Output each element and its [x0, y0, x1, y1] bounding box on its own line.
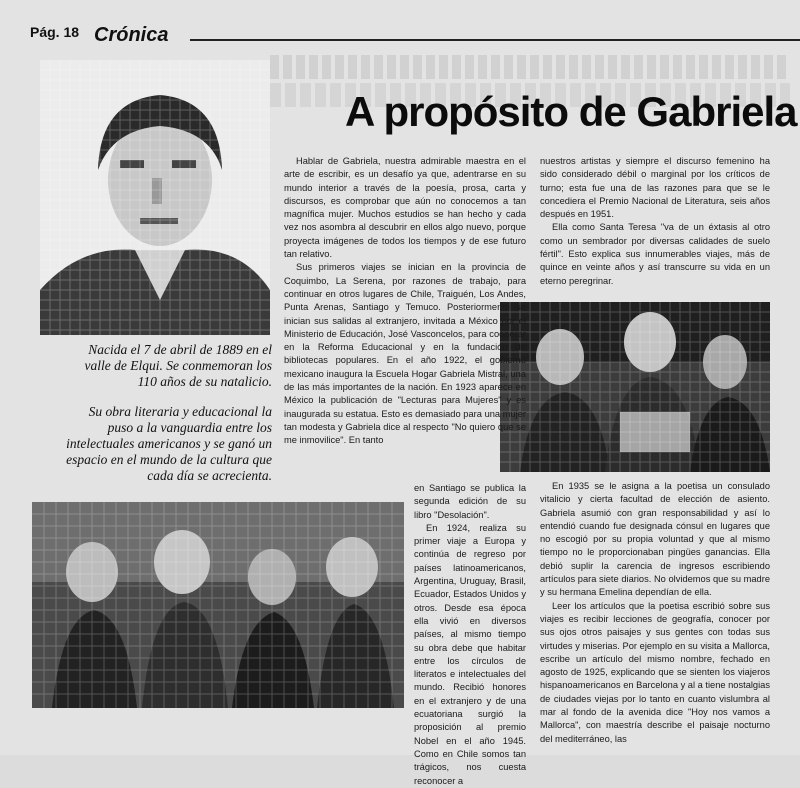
- article-title: A propósito de Gabriela: [345, 88, 797, 135]
- paragraph: Ella como Santa Teresa "va de un éxtasis al otro como un sembrador por diversas calidades de suelo fértil". Esto explica sus innumerables viajes, más de quince en veinte años y así transcurre su vida en un eterno peregrinar.: [540, 222, 770, 286]
- body-column-1: [284, 155, 526, 481]
- classroom-photo: [32, 502, 404, 708]
- paragraph: Hablar de Gabriela, nuestra admirable maestra en el arte de escribir, es un desafío ya que, adentrarse en su mundo interior a través de la poesía, prosa, carta y discursos, es comprobar que aún no conocemos a tan magnífica mujer. Muchos estudios se han hecho y cada vez nos asombra al descubrir en ellos algo nuevo, porque proyecta imágenes de todos los tiempos y de ese futuro tan relativo.: [284, 156, 526, 260]
- photo-caption: [62, 342, 272, 498]
- section-name: Crónica: [94, 24, 169, 46]
- body-column-3-bottom: [540, 480, 770, 752]
- paragraph: en Santiago se publica la segunda edición de su libro "Desolación".: [414, 483, 526, 520]
- group-photo: [500, 302, 770, 472]
- caption-birth: Nacida el 7 de abril de 1889 en el valle de Elqui. Se conmemoran los 110 años de su natalicio.: [84, 342, 272, 389]
- paragraph: En 1924, realiza su primer viaje a Europa y continúa de regreso por países latinoamericanos, Argentina, Uruguay, Brasil, Ecuador, Estados Unidos y otros. Desde esa época ella vivió en diversos países, al mismo tiempo su obra debe que habitar entre los círculos de literatos e intelectuales del mundo. Recibió honores en el extranjero y de una ecuatoriana surgió la proposición al premio Nobel en el año 1945. Como en Chile somos tan trágicos, nos cuesta reconocer a: [414, 522, 526, 786]
- page-number: Pág. 18: [30, 24, 80, 40]
- header-rule: [190, 39, 800, 41]
- paragraph: nuestros artistas y siempre el discurso femenino ha sido considerado débil o marginal por los críticos de turno; esta fue una de las razones para que se le concediera el Premio Nacional de Literatura, seis años después en 1951.: [540, 156, 770, 220]
- caption-legacy: Su obra literaria y educacional la puso a la vanguardia entre los intelectuales americanos y se ganó un espacio en el mundo de la cultura que cada día se acrecienta.: [66, 404, 272, 483]
- paragraph: Leer los artículos que la poetisa escribió sobre sus viajes es recibir lecciones de geografía, conocer por sus ojos otros paisajes y sus gentes con todas sus virtudes y miserias. Por ejemplo en su visita a Mallorca, escribe un artículo del mismo nombre, fechado en agosto de 1925, explicando que se sienten los viajeros hispanoamericanos en Barcelona y al a tiene nostalgias de ciudades viejas por lo tanto en cuanto vislumbra al mar al fondo de la avenida dice "Hoy nos vamos a Mallorca", con maestría describe el paisaje nocturno del mediterráneo, las: [540, 600, 770, 744]
- paragraph: Sus primeros viajes se inician en la provincia de Coquimbo, La Serena, por razones de trabajo, para continuar en otros lugares de Chile, Traiguén, Los Andes, Punta Arenas, Santiago y Temuco. Posteriormente se inician sus salidas al extranjero, invitada a México por el Ministerio de Educación, José Vasconcelos, para cooperar en la Reforma Educacional y en la fundación de bibliotecas populares. En el año 1922, el gobierno mexicano inaugura la Escuela Hogar Gabriela Mistral, una de las más importantes de la nación. En 1923 aparece en México la publicación de "Lecturas para Mujeres" y es inaugurada su estatua. Esto es demasiado para una mujer tan modesta y Gabriela dice al respecto "No quiero que se me inmovilice". En tanto: [284, 262, 526, 446]
- body-column-3-top: [540, 155, 770, 295]
- body-column-2: [414, 482, 526, 786]
- paragraph: En 1935 se le asigna a la poetisa un consulado vitalicio y cierta facultad de elección de asiento. Gabriela asumió con gran responsabilidad y así lo entendió cuando fue designada cónsul en lugares que no escogió por su propia voluntad y que al mismo tiempo no le proporcionaban pingües ganancias. Ella debió suplir la carencia de ingresos escribiendo artículos para siete diarios. No olvidemos que su madre y su hermana Emelina dependían de ella.: [540, 481, 770, 598]
- page-header: [30, 20, 800, 50]
- portrait-photo: [40, 60, 270, 335]
